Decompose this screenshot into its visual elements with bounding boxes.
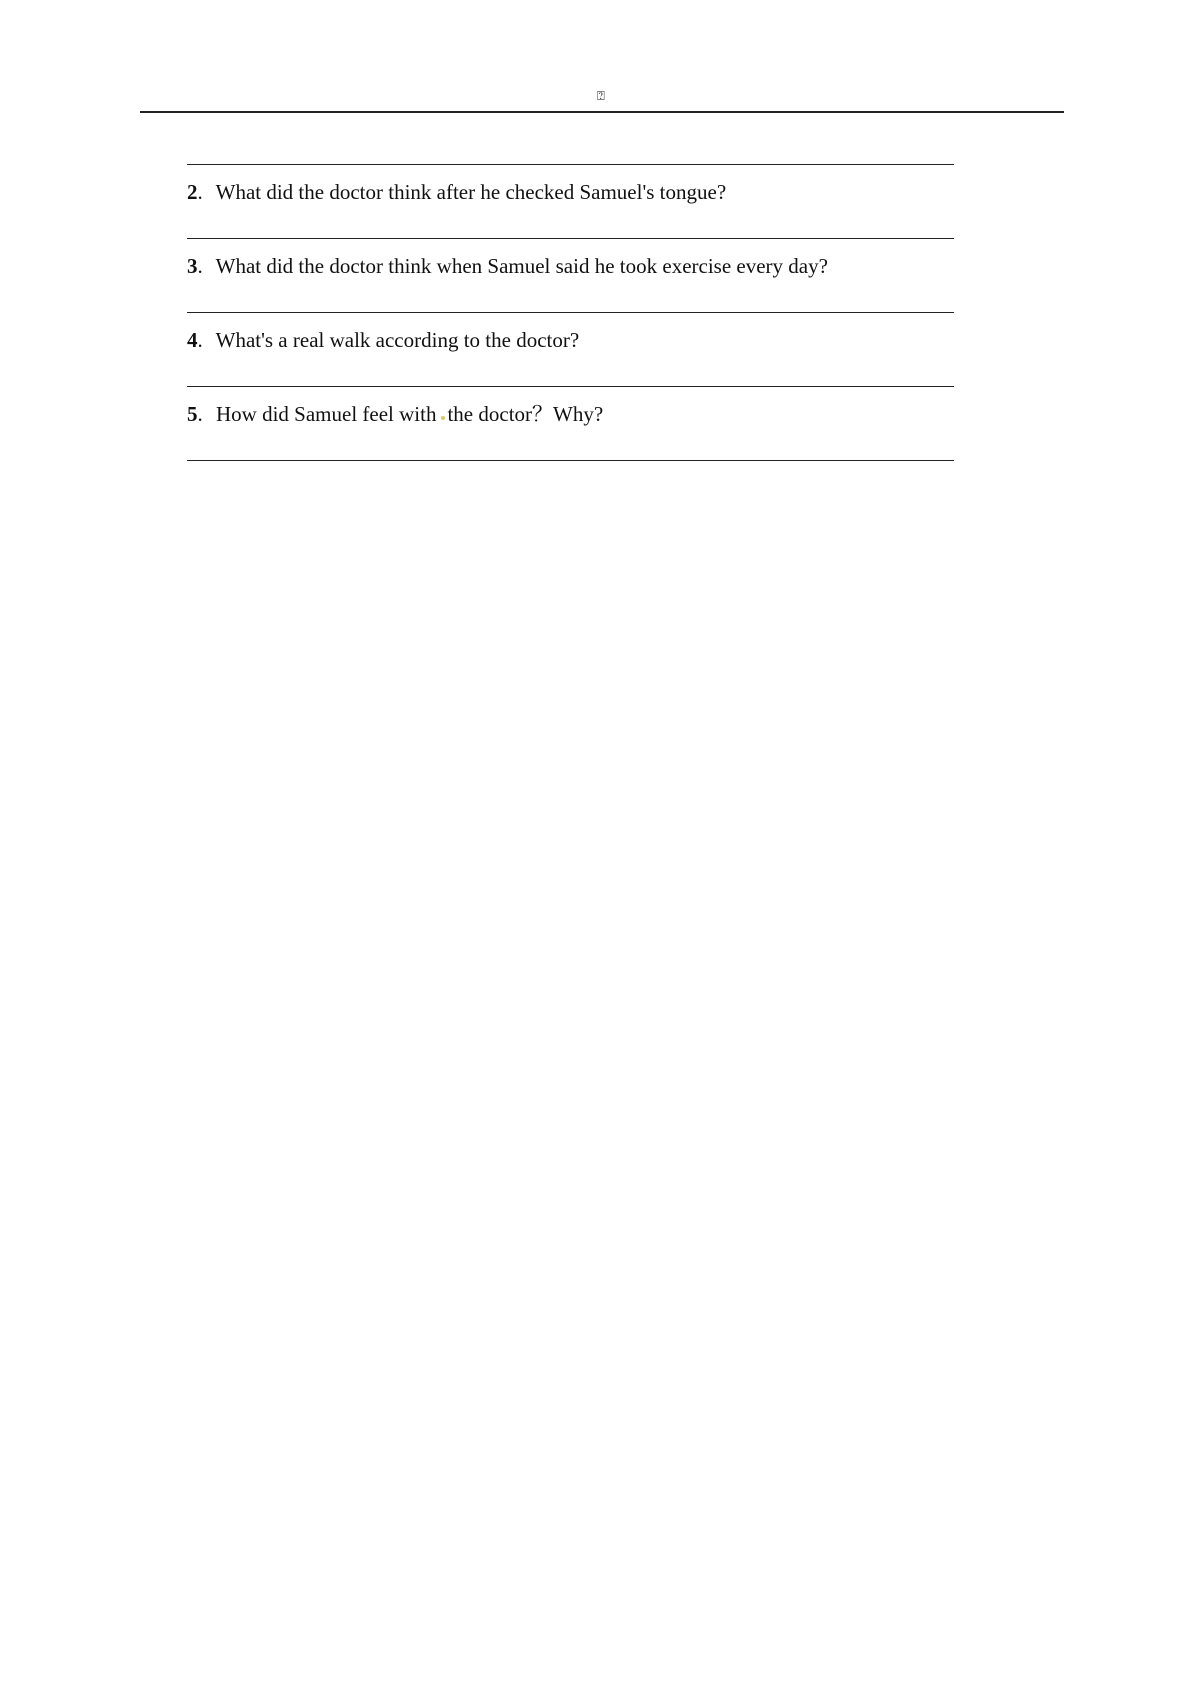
- question-number: 5: [187, 402, 198, 426]
- answer-line-3: [187, 312, 954, 313]
- answer-line-4: [187, 386, 954, 387]
- question-text: What did the doctor think when Samuel said he took exercise every day?: [215, 254, 828, 278]
- question-separator: .: [197, 180, 203, 204]
- question-number: 3: [187, 254, 198, 278]
- question-text-part2: the doctor？Why?: [447, 402, 604, 426]
- question-3: [187, 253, 828, 279]
- answer-line-5: [187, 460, 954, 461]
- question-2: [187, 179, 726, 205]
- question-text: What did the doctor think after he checked Samuel's tongue?: [215, 180, 727, 204]
- answer-line-1: [187, 164, 954, 165]
- question-separator: .: [197, 402, 203, 426]
- question-5: [187, 401, 603, 427]
- question-number: 2: [187, 180, 198, 204]
- question-text: What's a real walk according to the doctor?: [215, 328, 580, 352]
- question-separator: .: [197, 328, 203, 352]
- header-placeholder-glyph: ⍰: [597, 89, 605, 104]
- question-number: 4: [187, 328, 198, 352]
- accent-dot-mark: [441, 416, 445, 420]
- question-separator: .: [197, 254, 203, 278]
- question-4: [187, 327, 579, 353]
- page-header: [140, 86, 1064, 113]
- answer-line-2: [187, 238, 954, 239]
- question-text-part1: How did Samuel feel with: [216, 402, 437, 426]
